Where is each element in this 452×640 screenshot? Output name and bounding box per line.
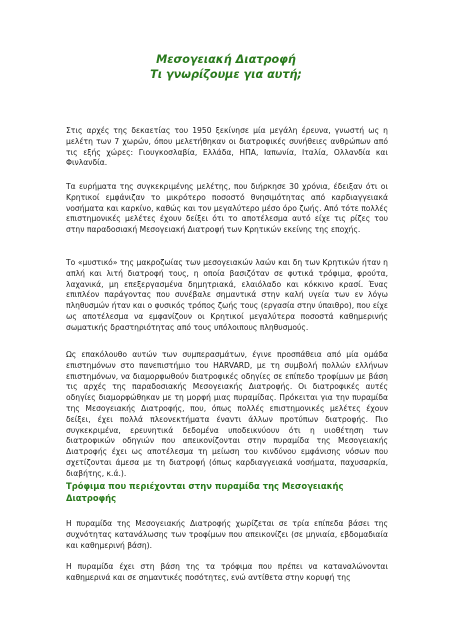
title-line-2: Τι γνωρίζουμε για αυτή; [150,68,302,81]
section-heading: Τρόφιμα που περιέχονται στην πυραμίδα της Μεσογειακής Διατροφής [66,481,344,503]
paragraph-intro: Στις αρχές της δεκαετίας του 1950 ξεκίνησε μία μεγάλη έρευνα, γνωστή ως η μελέτη των 7 χωρών, όπου μελετήθηκαν οι διατροφικές συνήθειες ανθρώπων από τις εξής χώρες: Γιουγκοσλαβία, Ελλάδα, ΗΠΑ, Ιαπωνία, Ιταλία, Ολλανδία και Φινλανδία. [66,126,388,168]
paragraph-findings: Τα ευρήματα της συγκεκριμένης μελέτης, που διήρκησε 30 χρόνια, έδειξαν ότι οι Κρητικοί εμφάνιζαν το μικρότερο ποσοστό θνησιμότητας από καρδιαγγειακά νοσήματα και καρκίνο, καθώς και τον μεγαλύτερο μέσο όρο ζωής. Από τότε πολλές επιστημονικές μελέτες έχουν δείξει ότι το αποτέλεσμα αυτό είχε τις ρίζες του στην παραδοσιακή Μεσογειακή Διατροφή των Κρητικών εκείνης της εποχής. [66,182,388,235]
paragraph-levels: Η πυραμίδα της Μεσογειακής Διατροφής χωρίζεται σε τρία επίπεδα βάσει της συχνότητας κατανάλωσης των τροφίμων που απεικονίζει (σε μηνιαία, εβδομαδιαία και καθημερινή βάση). [66,519,388,550]
paragraph-base: Η πυραμίδα έχει στη βάση της τα τρόφιμα που πρέπει να καταναλώνονται καθημερινά και σε σημαντικές ποσότητες, ενώ αντίθετα στην κορυφή της [66,562,388,582]
paragraph-secret: Το «μυστικό» της μακροζωίας των μεσογειακών λαών και δη των Κρητικών ήταν η απλή και λιτή διατροφή τους, η οποία βασιζόταν σε φυτικά τρόφιμα, φρούτα, λαχανικά, μη επεξεργασμένα δημητριακά, ελαιόλαδο και κόκκινο κρασί. Ένας επιπλέον παράγοντας που συνέβαλε σημαντικά στην καλή υγεία των εν λόγω πληθυσμών ήταν και ο φυσικός τρόπος ζωής τους (εργασία στην ύπαιθρο), που είχε ως αποτέλεσμα να εμφανίζουν οι Κρητικοί μεγαλύτερα ποσοστά καθημερινής σωματικής δραστηριότητας από τους υπόλοιπους πληθυσμούς. [66,258,388,332]
paragraph-pyramid: Ως επακόλουθο αυτών των συμπερασμάτων, έγινε προσπάθεια από μία ομάδα επιστημόνων στο πανεπιστήμιο του HARVARD, με τη συμβολή πολλών ελλήνων επιστημόνων, να διαμορφωθούν διατροφικές οδηγίες σε επίπεδο τροφίμων με βάση τις αρχές της παραδοσιακής Μεσογειακής Διατροφής. Οι διατροφικές αυτές οδηγίες διαμορφώθηκαν με τη μορφή μιας πυραμίδας. Πρόκειται για την πυραμίδα της Μεσογειακής Διατροφής, που, όπως πολλές επιστημονικές μελέτες έχουν δείξει, έχει πολλά πλεονεκτήματα έναντι άλλων προτύπων διατροφής. Πιο συγκεκριμένα, ερευνητικά δεδομένα υποδεικνύουν ότι η υιοθέτηση των διατροφικών οδηγιών που απεικονίζονται στην πυραμίδα της Μεσογειακής Διατροφής έχει ως αποτέλεσμα τη μείωση του κινδύνου εμφάνισης νόσων που σχετίζονται άμεσα με τη διατροφή (όπως καρδιαγγειακά νοσήματα, παχυσαρκία, διαβήτης, κ.ά.). [66,350,388,478]
document-title [0,52,452,82]
title-line-1: Μεσογειακή Διατροφή [156,53,296,66]
